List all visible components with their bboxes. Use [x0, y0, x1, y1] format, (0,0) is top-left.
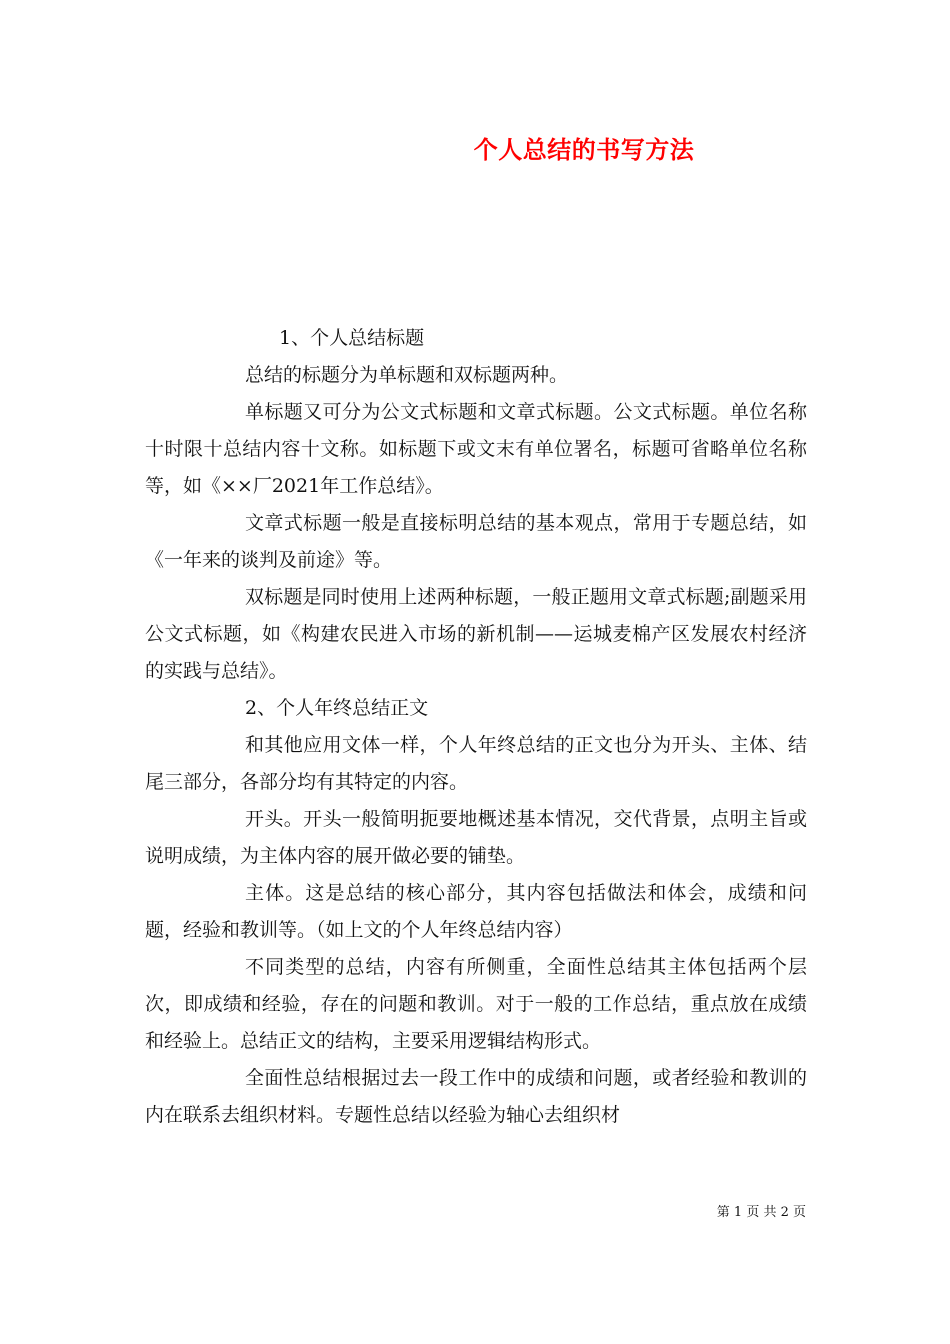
paragraph: 双标题是同时使用上述两种标题，一般正题用文章式标题;副题采用公文式标题，如《构建农民进入市场的新机制——运城麦棉产区发展农村经济的实践与总结》。	[145, 586, 807, 682]
paragraph: 主体。这是总结的核心部分，其内容包括做法和体会，成绩和问题，经验和教训等。（如上文的个人年终总结内容）	[145, 882, 807, 941]
paragraph: 开头。开头一般简明扼要地概述基本情况，交代背景，点明主旨或说明成绩，为主体内容的展开做必要的铺垫。	[145, 808, 807, 867]
page-number-footer: 第 1 页 共 2 页	[716, 1205, 806, 1220]
document-title: 个人总结的书写方法	[473, 135, 695, 164]
paragraph: 全面性总结根据过去一段工作中的成绩和问题，或者经验和教训的内在联系去组织材料。专题性总结以经验为轴心去组织材	[145, 1067, 807, 1126]
paragraph: 文章式标题一般是直接标明总结的基本观点，常用于专题总结，如《一年来的谈判及前途》等。	[145, 512, 807, 571]
paragraph: 不同类型的总结，内容有所侧重，全面性总结其主体包括两个层次，即成绩和经验，存在的问题和教训。对于一般的工作总结，重点放在成绩和经验上。总结正文的结构，主要采用逻辑结构形式。	[145, 956, 807, 1052]
section-heading: 1、个人总结标题	[279, 327, 425, 349]
paragraph: 总结的标题分为单标题和双标题两种。	[245, 364, 569, 386]
paragraph: 单标题又可分为公文式标题和文章式标题。公文式标题。单位名称十时限十总结内容十文称。如标题下或文末有单位署名，标题可省略单位名称等，如《××厂2021年工作总结》。	[145, 401, 807, 497]
document-body	[145, 320, 807, 1134]
section-heading: 2、个人年终总结正文	[245, 697, 429, 719]
paragraph: 和其他应用文体一样，个人年终总结的正文也分为开头、主体、结尾三部分，各部分均有其特定的内容。	[145, 734, 807, 793]
